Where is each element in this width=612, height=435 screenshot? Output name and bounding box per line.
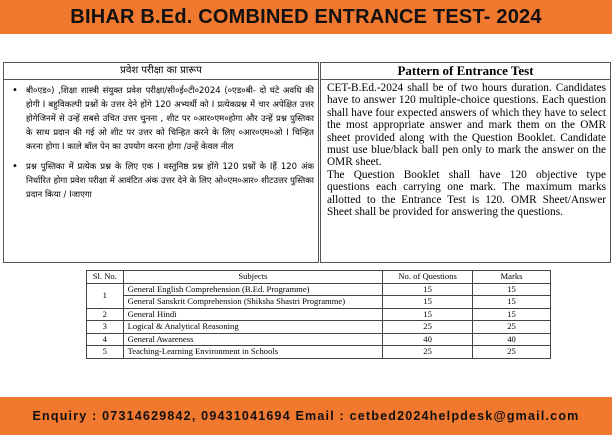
sl-cell: 3	[87, 321, 124, 334]
subject-cell: General Sanskrit Comprehension (Shiksha Shastri Programme)	[123, 296, 382, 309]
questions-cell: 15	[383, 296, 473, 309]
subject-cell: General Awareness	[123, 333, 382, 346]
table-row	[87, 346, 551, 359]
sl-cell: 1	[87, 283, 124, 308]
subject-cell: Logical & Analytical Reasoning	[123, 321, 382, 334]
table-row	[87, 283, 551, 296]
bullet-icon: •	[12, 85, 18, 96]
questions-cell: 15	[383, 283, 473, 296]
marks-cell: 25	[473, 346, 551, 359]
marks-cell: 15	[473, 296, 551, 309]
page-title: BIHAR B.Ed. COMBINED ENTRANCE TEST- 2024	[0, 0, 612, 34]
english-paragraph: The Question Booklet shall have 120 objective type questions each carrying one mark. The maximum marks allotted to the Entrance Test is 120. OMR Sheet/Answer Sheet shall be provided for answering the questions.	[327, 168, 606, 219]
sl-cell: 4	[87, 333, 124, 346]
subject-cell: General Hindi	[123, 308, 382, 321]
questions-cell: 15	[383, 308, 473, 321]
questions-cell: 40	[383, 333, 473, 346]
col-header-questions: No. of Questions	[383, 271, 473, 284]
col-header-sl: Sl. No.	[87, 271, 124, 284]
subjects-table	[86, 270, 551, 359]
hindi-pattern-panel	[3, 62, 319, 263]
table-header-row	[87, 271, 551, 284]
subject-cell: Teaching-Learning Environment in Schools	[123, 346, 382, 359]
col-header-marks: Marks	[473, 271, 551, 284]
questions-cell: 25	[383, 346, 473, 359]
hindi-paragraph: • बी०एड०) ,शिक्षा शास्त्री संयुक्त प्रवेश परीक्षा/सी०ई०टी०2024 (०एड०बी- दो घंटे अवधि की होगी I बहुविकल्पी प्रश्नों के उत्तर देने होंगे 120 अभ्यर्थी को I प्रत्येकप्रश्न में चार अपेक्षित उत्तर होगेजिनमें से उन्हें सबसे उचित उत्तर चुनना , शीट पर ०आर०एम०होगा और उन्हें प्रश्न पुस्तिका के साथ प्रदान की गई ओ शीट पर उत्तर को चिन्हित करने के लिए ०आर०एम०ओ I चिन्हित करना होगा I काले बॉल पेन का उपयोग करना होगा /उन्हें केवल नील	[12, 85, 314, 152]
sl-cell: 2	[87, 308, 124, 321]
table-row	[87, 321, 551, 334]
table-row	[87, 296, 551, 309]
english-panel-heading: Pattern of Entrance Test	[321, 63, 610, 80]
marks-cell: 15	[473, 283, 551, 296]
hindi-paragraph: • प्रश्न पुस्तिका में प्रत्येक प्रश्न के लिए एक I वस्तुनिष्ठ प्रश्न होंगे 120 प्रश्नों के Iहैं 120 अंक निर्धारित होगा प्रवेश परीक्षा में आवंटित अंक उत्तर देने के लिए ओ०एम०आर० शीटउत्तर पुस्तिका प्रदान किया / Iजाएगा	[12, 161, 314, 200]
enquiry-footer: Enquiry : 07314629842, 09431041694 Email : cetbed2024helpdesk@gmail.com	[0, 397, 612, 435]
subject-cell: General English Comprehension (B.Ed. Programme)	[123, 283, 382, 296]
marks-cell: 25	[473, 321, 551, 334]
table-row	[87, 308, 551, 321]
table-row	[87, 333, 551, 346]
english-text	[321, 80, 610, 218]
bullet-icon: •	[12, 161, 18, 172]
col-header-subjects: Subjects	[123, 271, 382, 284]
english-paragraph: CET-B.Ed.-2024 shall be of two hours duration. Candidates have to answer 120 multiple-choice questions. Each question shall have four expected answers of which they have to select the most appropriate answer and mark them on the OMR sheet provided along with the Question Booklet. Candidate must use blue/black ball pen only to mark the answer on the OMR sheet.	[327, 82, 606, 169]
hindi-paragraph-list	[4, 80, 318, 202]
hindi-panel-heading: प्रवेश परीक्षा का प्रारूप	[4, 63, 318, 80]
english-pattern-panel	[320, 62, 611, 263]
marks-cell: 15	[473, 308, 551, 321]
sl-cell: 5	[87, 346, 124, 359]
marks-cell: 40	[473, 333, 551, 346]
questions-cell: 25	[383, 321, 473, 334]
